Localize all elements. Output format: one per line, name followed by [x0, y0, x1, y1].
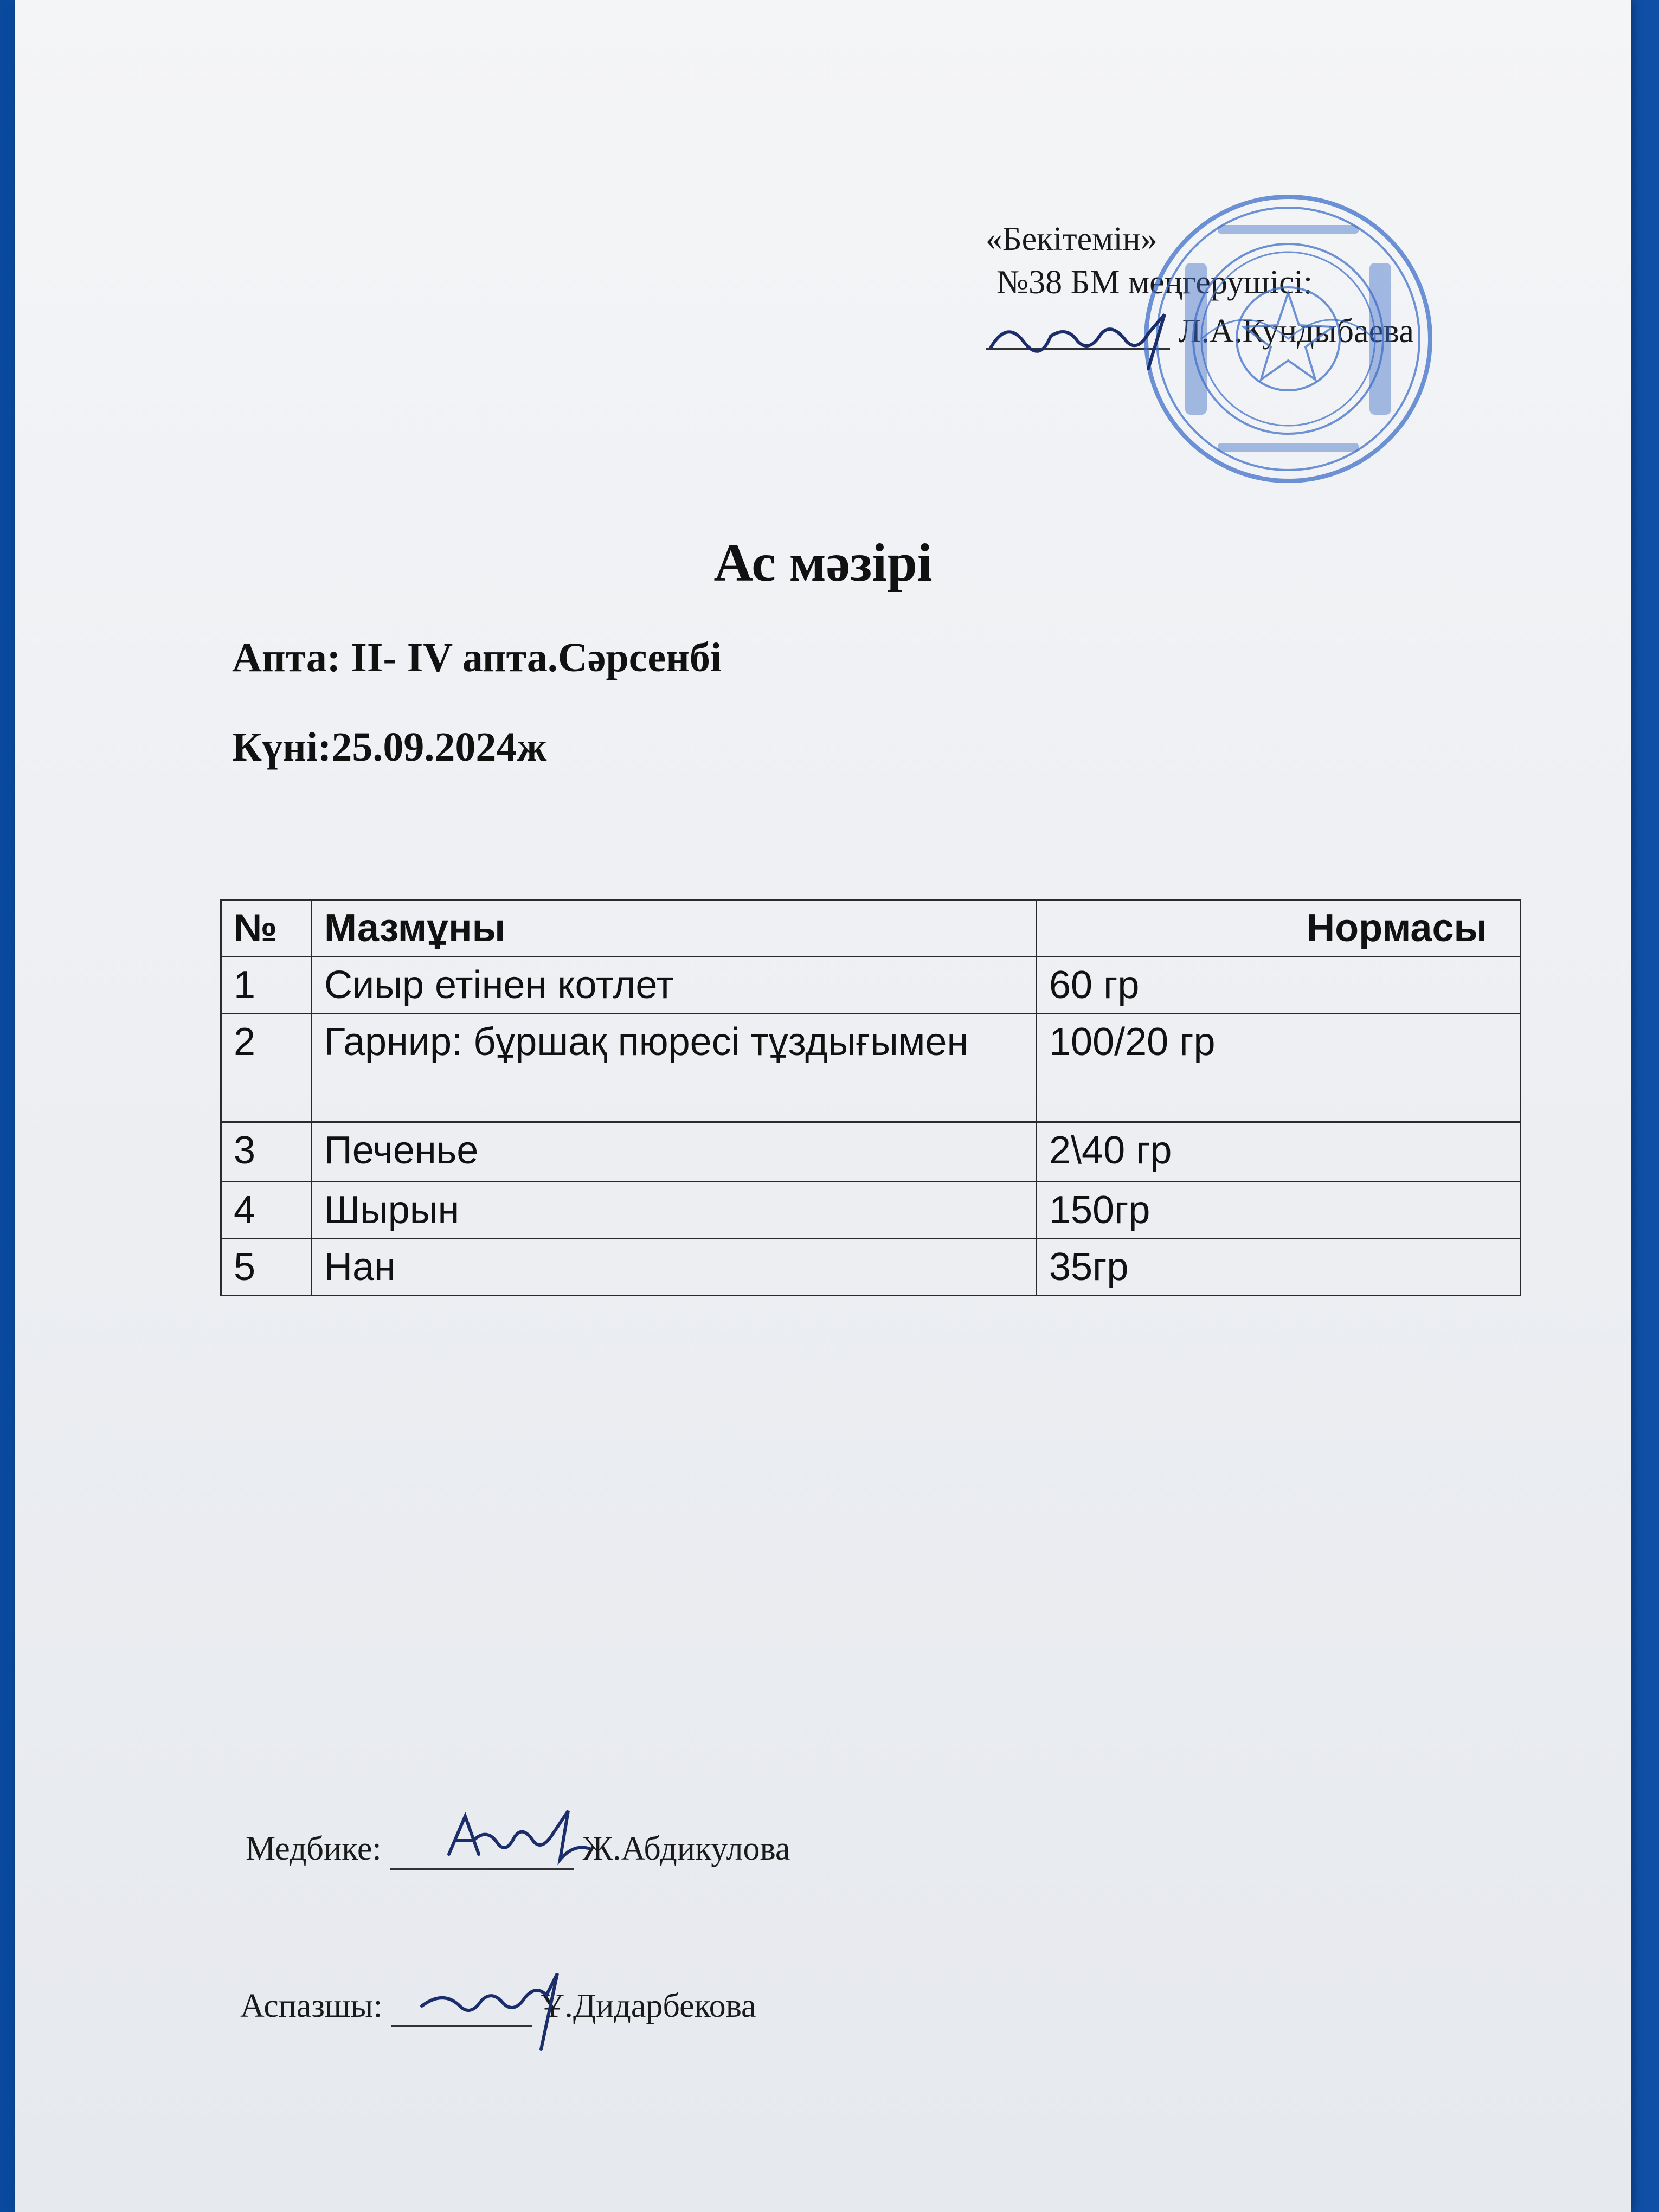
row-content: Шырын: [312, 1182, 1037, 1239]
cook-label: Аспазшы:: [240, 1988, 383, 2024]
approval-label: «Бекітемін»: [986, 221, 1158, 258]
table-row: [221, 1014, 1521, 1122]
cook-signature-icon: [411, 1952, 574, 2060]
row-norm: 35гр: [1037, 1239, 1521, 1296]
table-header-row: [221, 900, 1521, 957]
row-norm: 2\40 гр: [1037, 1122, 1521, 1182]
table-row: [221, 1239, 1521, 1296]
date-info: Күні:25.09.2024ж: [232, 724, 547, 770]
row-content: Печенье: [312, 1122, 1037, 1182]
row-number: 5: [221, 1239, 312, 1296]
header-norm: Нормасы: [1037, 900, 1521, 957]
row-number: 4: [221, 1182, 312, 1239]
official-stamp-icon: [1136, 187, 1440, 491]
row-number: 2: [221, 1014, 312, 1122]
row-norm: 60 гр: [1037, 957, 1521, 1014]
nurse-name: Ж.Абдикулова: [582, 1830, 790, 1867]
cook-name: Ұ.Дидарбекова: [540, 1988, 756, 2024]
row-number: 3: [221, 1122, 312, 1182]
row-content: Нан: [312, 1239, 1037, 1296]
table-row: [221, 1182, 1521, 1239]
nurse-label: Медбике:: [246, 1830, 382, 1867]
approval-position: №38 БМ меңгерушісі:: [996, 264, 1313, 301]
nurse-signature-icon: [438, 1795, 612, 1876]
table-row: [221, 957, 1521, 1014]
header-content: Мазмұны: [312, 900, 1037, 957]
row-number: 1: [221, 957, 312, 1014]
row-content: Гарнир: бұршақ пюресі тұздығымен: [312, 1014, 1037, 1122]
row-content: Сиыр етінен котлет: [312, 957, 1037, 1014]
page-title: Ас мәзірі: [713, 532, 933, 593]
row-norm: 150гр: [1037, 1182, 1521, 1239]
week-info: Апта: II- IV апта.Сәрсенбі: [232, 635, 722, 680]
header-number: №: [221, 900, 312, 957]
table-row: [221, 1122, 1521, 1182]
menu-table: [220, 899, 1521, 1296]
approval-signature-icon: [986, 304, 1181, 380]
row-norm: 100/20 гр: [1037, 1014, 1521, 1122]
approval-name-text: Л.А.Кундыбаева: [1178, 313, 1414, 350]
document-page: [15, 0, 1631, 2212]
